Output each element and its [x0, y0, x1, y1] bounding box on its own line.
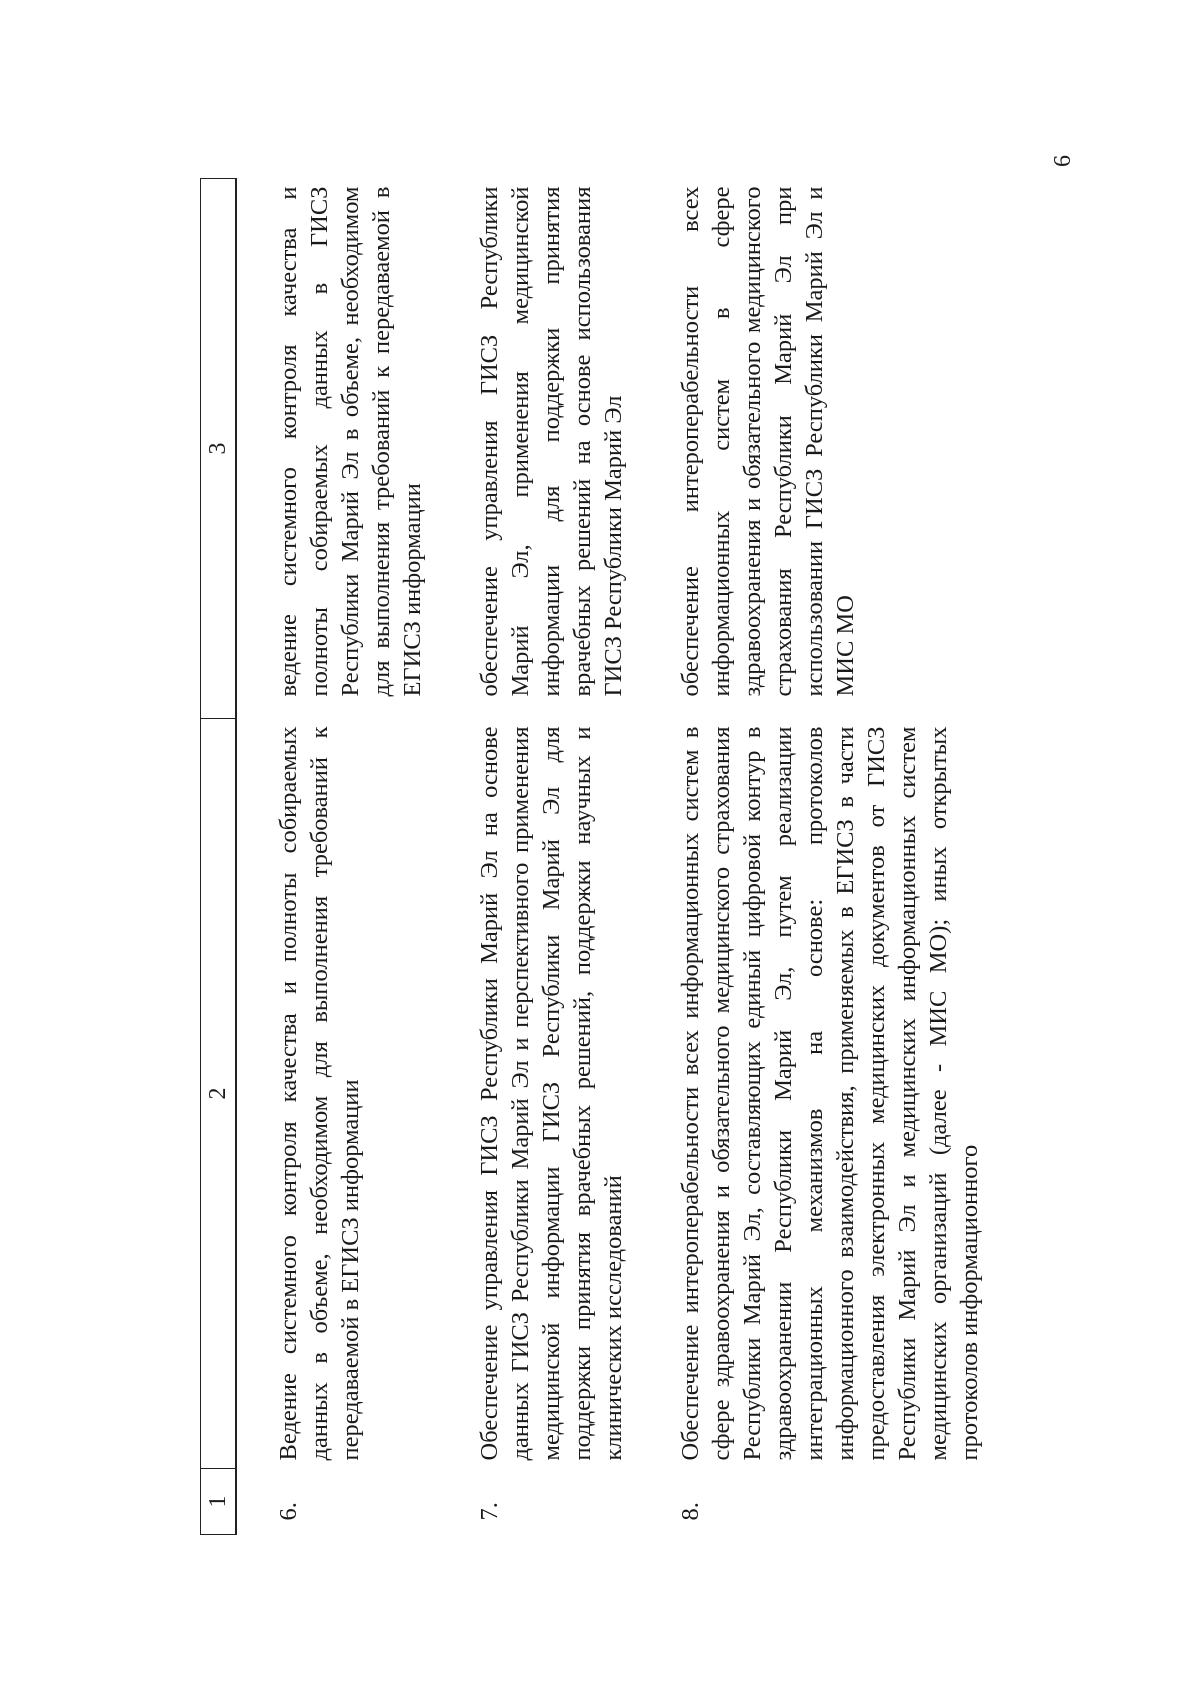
row-number: 8.: [677, 1502, 704, 1521]
task-cell: Ведение системного контроля качества и полноты собираемых данных в объеме, необходимом для выполнения требований к передаваемой в ЕГИСЗ информации: [275, 726, 364, 1461]
task-cell: Обеспечение интероперабельности всех информационных систем в сфере здравоохранения и обязательного медицинского страхования Республики Марий Эл, составляющих единый цифровой контур в здравоохранении Республики Марий Эл, путем реализации интеграционных механизмов на основе: протоколов информационного взаимодействия, применяемых в ЕГИСЗ в части предоставления электронных медицинских документов от ГИСЗ Республики Марий Эл и медицинских информационных систем медицинских организаций (далее - МИС МО); иных открытых протоколов информационного: [677, 726, 983, 1461]
table-row: [236, 179, 438, 1535]
table-header-cell: 3: [201, 179, 237, 719]
table-header-cell: 1: [201, 1469, 237, 1535]
result-cell: обеспечение управления ГИСЗ Республики Марий Эл, применения медицинской информации для поддержки принятия врачебных решений на основе использования ГИСЗ Республики Марий Эл: [476, 186, 627, 697]
result-cell: ведение системного контроля качества и полноты собираемых данных в ГИСЗ Республики Марий Эл в объеме, необходимом для выполнения требований к передаваемой в ЕГИСЗ информации: [275, 186, 426, 697]
table-row: [438, 179, 639, 1535]
result-cell: обеспечение интероперабельности всех информационных систем в сфере здравоохранения и обязательного медицинского страхования Республики Марий Эл при использовании ГИСЗ Республики Марий Эл и МИС МО: [677, 186, 859, 697]
row-number: 7.: [476, 1502, 503, 1521]
task-cell: Обеспечение управления ГИСЗ Республики Марий Эл на основе данных ГИСЗ Республики Марий Эл и перспективного применения медицинской информации ГИСЗ Республики Марий Эл для поддержки принятия врачебных решений, поддержки научных и клинических исследований: [476, 726, 627, 1461]
page-number: 6: [1050, 155, 1076, 167]
document-table: [200, 178, 995, 1535]
table-header-row: [201, 179, 237, 1535]
row-number: 6.: [275, 1502, 302, 1521]
table-row: [639, 179, 995, 1535]
table-header-cell: 2: [201, 719, 237, 1469]
